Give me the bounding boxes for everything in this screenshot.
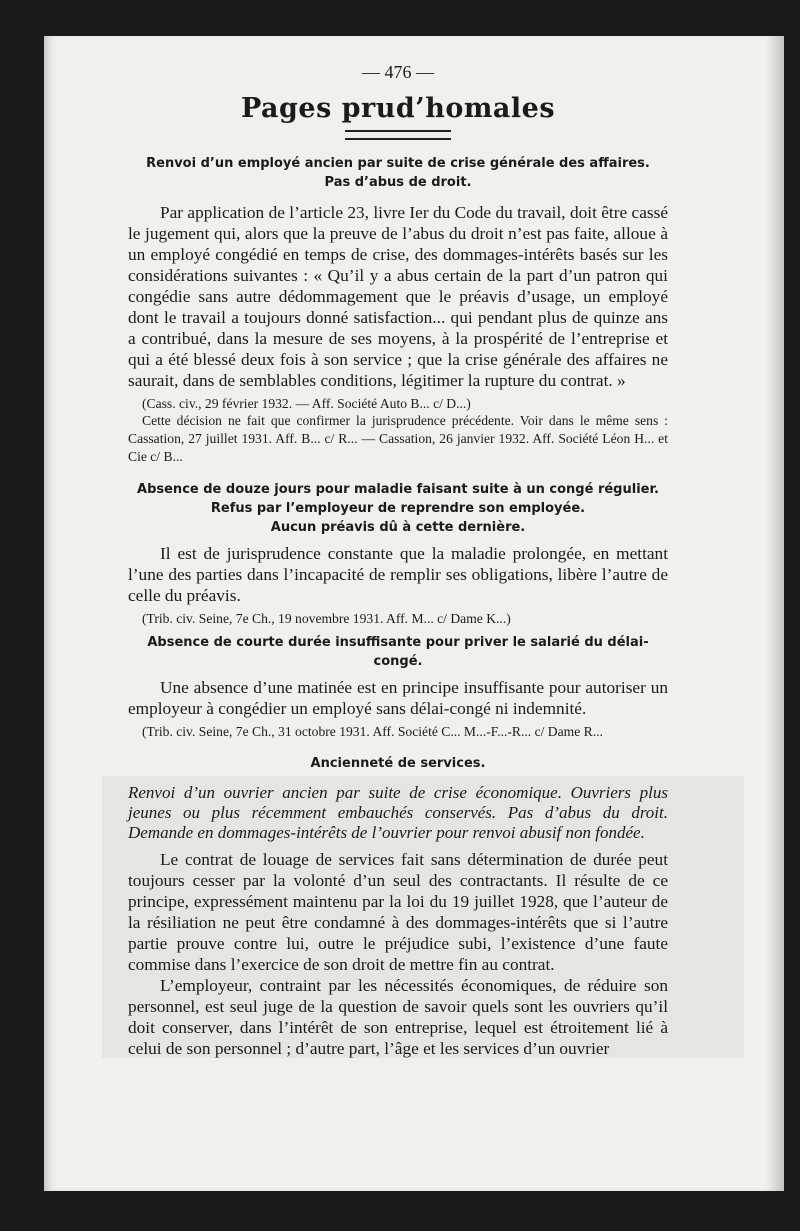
note: Cette décision ne fait que confirmer la jurisprudence précédente. Voir dans le même sens : Cassation, 27 juillet 1931. Aff. B... c/ R... — Cassation, 26 janvier 1932. Aff. Société Léon H... et Cie c/ B... — [128, 413, 668, 464]
section-subheading: Refus par l’employeur de reprendre son employée. — [210, 501, 586, 516]
section-absence-courte — [128, 633, 668, 740]
section-paragraph: L’employeur, contraint par les nécessités économiques, de réduire son personnel, est seul juge de la question de savoir quels sont les ouvriers qu’il doit conserver, dans l’intérêt de son entreprise, lequel est étroitement lié à celui de son personnel ; d’autre part, l’âge et les services d’un ouvrier — [128, 976, 668, 1058]
section-paragraph: Le contrat de louage de services fait sans détermination de durée peut toujours cesser par la volonté d’un seul des contractants. Il résulte de ce principe, expressément maintenu par la loi du 19 juillet 1928, que l’auteur de la résiliation ne peut être condamné à des dommages-intérêts que si l’autre partie prouve contre lui, outre le préjudice subi, l’existence d’une faute commise dans l’exercice de son droit de mettre fin au contrat. — [128, 850, 668, 974]
italic-summary: Renvoi d’un ouvrier ancien par suite de crise économique. Ouvriers plus jeunes ou plus récemment embauchés conservés. Pas d’abus du droit. Demande en dommages-intérêts de l’ouvrier pour renvoi abusif non fondée. — [128, 783, 668, 842]
section-paragraph: Il est de jurisprudence constante que la maladie prolongée, en mettant l’une des parties dans l’incapacité de remplir ses obligations, libère l’autre de celle du préavis. — [128, 544, 668, 605]
section-absence-maladie — [128, 480, 668, 627]
section-paragraph: Une absence d’une matinée est en principe insuffisante pour autoriser un employeur à congédier un employé sans délai-congé ni indemnité. — [128, 678, 668, 718]
page-title: Pages prud’homales — [240, 93, 556, 124]
page-content — [128, 62, 668, 1059]
section-anciennete — [128, 754, 668, 1059]
section-heading: Absence de courte durée insuffisante pour priver le salarié du délai-congé. — [147, 635, 649, 669]
section-heading: Absence de douze jours pour maladie faisant suite à un congé régulier. — [137, 482, 659, 497]
section-renvoi-crise — [128, 154, 668, 466]
title-rule — [345, 130, 451, 140]
citation: (Trib. civ. Seine, 7e Ch., 19 novembre 1931. Aff. M... c/ Dame K...) — [142, 611, 511, 626]
section-subheading: Aucun préavis dû à cette dernière. — [270, 520, 526, 535]
section-subheading: Pas d’abus de droit. — [324, 175, 472, 190]
page-number: — 476 — — [362, 62, 434, 82]
citation: (Cass. civ., 29 février 1932. — Aff. Société Auto B... c/ D...) — [142, 396, 471, 411]
section-heading: Renvoi d’un employé ancien par suite de crise générale des affaires. — [146, 156, 650, 171]
section-paragraph: Par application de l’article 23, livre Ier du Code du travail, doit être cassé le jugement qui, alors que la preuve de l’abus du droit n’est pas faite, alloue à un employé congédié en temps de crise, des dommages-intérêts basés sur les considérations suivantes : « Qu’il y a abus certain de la part d’un patron qui congédie sans autre dédommagement que le préavis d’usage, un employé dont le travail a toujours donné satisfaction... qui pendant plus de quinze ans a contribué, dans la mesure de ses moyens, à la prospérité de l’entreprise et qui a été blessé deux fois à son service ; que la crise générale des affaires ne saurait, dans de semblables conditions, légitimer la rupture du contrat. » — [128, 203, 668, 390]
page-edge-shadow — [766, 36, 784, 1191]
section-heading: Ancienneté de services. — [310, 756, 486, 771]
citation: (Trib. civ. Seine, 7e Ch., 31 octobre 1931. Aff. Société C... M...-F...-R... c/ Dame R... — [142, 724, 603, 739]
